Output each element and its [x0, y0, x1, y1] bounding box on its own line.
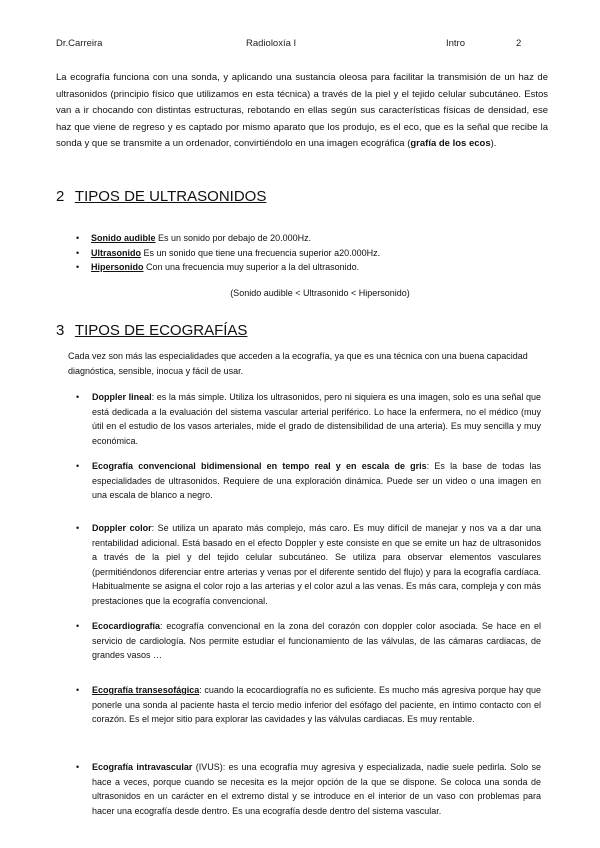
- item-term: Ecocardiografía: [92, 621, 161, 631]
- list-item: [76, 260, 546, 275]
- header-author: Dr.Carreira: [56, 38, 103, 49]
- list-item: [76, 619, 541, 663]
- item-term: Ecografía convencional bidimensional en tempo real y en escala de gris: [92, 461, 427, 471]
- bullet-icon: •: [76, 247, 80, 258]
- section-title: TIPOS DE ECOGRAFÍAS: [74, 322, 248, 339]
- list-item: [76, 760, 541, 818]
- section-number: 3: [56, 322, 65, 339]
- bullet-icon: •: [76, 392, 80, 402]
- item-text: : es la más simple. Utiliza los ultrasonidos, pero ni siquiera es una imagen, solo es una señal que está dedicada a la evaluación del sistema vascular arterial periférico. Lo hace la enfermera, no el médico (muy útil en el estudio de los vasos arteriales, mide el grado de distensibilidad de una arteria). Es muy sencilla y muy económica.: [92, 392, 541, 446]
- item-term: Doppler color: [92, 523, 152, 533]
- item-term: Ecografía transesofágica: [92, 685, 200, 695]
- bullet-icon: •: [76, 461, 80, 471]
- ultrasound-types-list: [76, 231, 546, 275]
- item-text: : cuando la ecocardiografía no es suficiente. Es mucho más agresiva porque hay que ponerle una sonda al paciente hasta el tercio medio inferior del esófago del paciente, en íntimo contacto con el corazón. Es el mejor sitio para explorar las cavidades y las válvulas cardiacas. Es muy rentable.: [92, 685, 541, 724]
- intro-end: ).: [490, 138, 497, 149]
- bullet-icon: •: [76, 685, 80, 695]
- item-term: Ultrasonido: [91, 247, 142, 258]
- item-text: (IVUS): es una ecografía muy agresiva y especializada, nadie suele pedirla. Solo se hace a veces, porque cuando se necesita es la mejor opción de la que se dispone. Se coloca una sonda de ultrasonidos en un carácter en el extremo distal y se introduce en el interior de un vaso con problemas para hacer una ecografía desde dentro. Es una ecografía desde dentro del sistema vascular.: [92, 762, 541, 816]
- bullet-icon: •: [76, 262, 80, 272]
- bullet-icon: •: [76, 762, 80, 772]
- bullet-icon: •: [76, 523, 80, 533]
- list-item: [76, 231, 546, 246]
- item-term: Ecografía intravascular: [92, 762, 193, 772]
- intro-paragraph: [56, 70, 548, 153]
- item-text: Es un sonido que tiene una frecuencia superior a20.000Hz.: [141, 247, 381, 258]
- section-heading-ultrasonidos: [56, 188, 266, 206]
- item-text: : Es la base de todas las especialidades de ultrasonidos. Requiere de una exploración dinámica. Puede ser un video o una imagen en una escala de blanco a negro.: [92, 461, 541, 500]
- section-heading-ecografias: [56, 322, 247, 340]
- item-text: Es un sonido por debajo de 20.000Hz.: [155, 233, 312, 243]
- item-term: Sonido audible: [91, 233, 156, 243]
- bullet-icon: •: [76, 621, 80, 631]
- header-page-number: 2: [516, 38, 522, 49]
- item-text: : Se utiliza un aparato más complejo, más caro. Es muy difícil de manejar y nos va a dar una rentabilidad adicional. Está basado en el efecto Doppler y este consiste en que se emite un haz de ultrasonidos a través de la piel y del tejido celular subcutáneo. Se utiliza para observar elementos vasculares (permitiéndonos diferenciar entre arterias y venas por el diferente sentido del flujo) y para la ecografía cardíaca. Habitualmente se asigna el color rojo a las arterias y el color azul a las venas. Es más cara, compleja y con más prestaciones que la ecografía convencional.: [92, 523, 541, 606]
- list-item: [76, 521, 541, 608]
- bullet-icon: •: [76, 233, 80, 243]
- sound-comparison: (Sonido audible < Ultrasonido < Hipersonido): [230, 288, 410, 298]
- item-term: Doppler lineal: [92, 392, 152, 402]
- section-lead: Cada vez son más las especialidades que acceden a la ecografía, ya que es una técnica con una buena capacidad diagnóstica, sensible, inocua y fácil de usar.: [68, 351, 528, 376]
- header-section: Intro: [446, 38, 466, 49]
- intro-bold: grafía de los ecos: [410, 138, 491, 149]
- section-number: 2: [56, 188, 65, 205]
- item-text: : ecografía convencional en la zona del corazón con doppler color asociada. Se hace en el servicio de cardiología. Nos permite estudiar el funcionamiento de las válvulas, de las cámaras cardiacas, de grandes vasos …: [92, 621, 541, 660]
- list-item: [76, 459, 541, 503]
- list-item: [76, 683, 541, 727]
- list-item: [76, 390, 541, 448]
- list-item: [76, 246, 546, 261]
- item-term: Hipersonido: [91, 262, 144, 272]
- item-text: Con una frecuencia muy superior a la del ultrasonido.: [143, 262, 360, 272]
- intro-text: La ecografía funciona con una sonda, y aplicando una sustancia oleosa para facilitar la transmisión de un haz de ultrasonidos (principio físico que utilizamos en esta técnica) a través de la piel y el tejido celular subcutáneo. Estos van a ir chocando con distintas estructuras, rebotando en ellas según sus características físicas de densidad, ese haz que viene de regreso y es captado por mismo aparato que los produjo, es el eco, que es la señal que recibe la sonda y que se transmite a un ordenador, convirtiéndolo en una imagen ecográfica (: [56, 72, 548, 149]
- header-subject: Radioloxía I: [246, 38, 297, 49]
- section-title: TIPOS DE ULTRASONIDOS: [74, 188, 267, 205]
